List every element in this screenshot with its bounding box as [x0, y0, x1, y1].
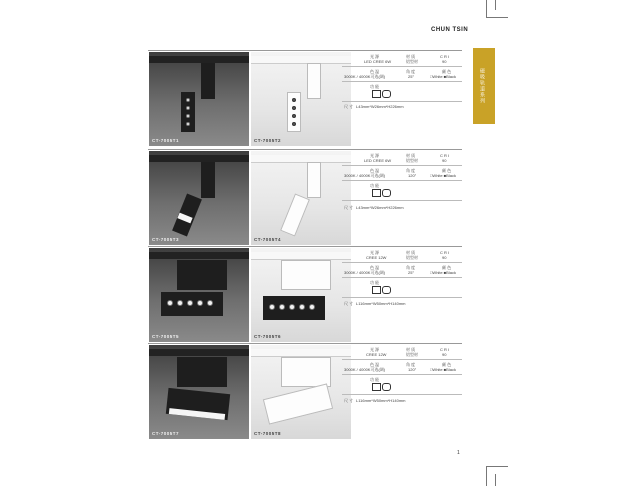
led-dot	[186, 106, 190, 110]
spec-value: 铝型材	[406, 352, 418, 357]
spec-value: 120°	[408, 367, 417, 372]
spec-label: 色 温	[370, 265, 380, 270]
led-dot	[299, 304, 305, 310]
spec-label: C R I	[440, 347, 450, 352]
spec-label: 尺 寸	[344, 398, 354, 403]
beam-adjust-icon	[382, 189, 391, 197]
spec-label: 角 度	[406, 69, 416, 74]
lamp-head	[280, 193, 310, 236]
led-dot	[187, 300, 193, 306]
spec-label: 功 能	[370, 280, 380, 285]
crop-mark	[495, 0, 496, 10]
product-photo-black	[149, 345, 249, 439]
rotate-icon	[372, 286, 381, 294]
spec-value: 3000K / 4000K可选(调)	[344, 270, 386, 275]
spec-label: C R I	[440, 250, 450, 255]
rotate-icon	[372, 189, 381, 197]
spec-block	[342, 347, 464, 411]
spec-value: 90	[442, 59, 447, 64]
beam-adjust-icon	[382, 286, 391, 294]
spec-block	[342, 54, 464, 118]
spec-label: 色 温	[370, 69, 380, 74]
spec-value: 铝型材	[406, 255, 418, 260]
product-code: CT-7005T2	[254, 138, 282, 143]
spec-value: □White ■Black	[430, 367, 456, 372]
led-dot	[177, 300, 183, 306]
spec-block	[342, 153, 464, 217]
spec-value: LED CREE 6W	[364, 158, 392, 163]
crop-mark	[486, 466, 487, 486]
row-divider	[148, 50, 462, 51]
led-dot	[292, 122, 296, 126]
crop-mark	[486, 17, 508, 18]
led-dot	[292, 98, 296, 102]
row-divider	[148, 246, 462, 247]
spec-value: 90	[442, 158, 447, 163]
spec-label: 功 能	[370, 84, 380, 89]
lamp-stem	[201, 63, 215, 99]
brand-logo: CHUN TSIN	[431, 27, 469, 33]
spec-label: 尺 寸	[344, 104, 354, 109]
spec-value: L43mm*W26mm*H226mm	[356, 205, 404, 210]
section-tab	[473, 48, 495, 124]
product-photo-white	[251, 151, 354, 245]
spec-label: C R I	[440, 54, 450, 59]
led-dot	[186, 122, 190, 126]
lamp-body	[281, 357, 331, 387]
beam-adjust-icon	[382, 90, 391, 98]
spec-label: 功 能	[370, 183, 380, 188]
spec-label: 光 源	[370, 54, 380, 59]
led-dot	[279, 304, 285, 310]
crop-mark	[486, 0, 487, 18]
spec-value: □White ■Black	[430, 74, 456, 79]
led-dot	[207, 300, 213, 306]
spec-label: 光 源	[370, 250, 380, 255]
product-code: CT-7005T3	[152, 237, 180, 242]
spec-label: 材 质	[406, 153, 416, 158]
spec-value: L116mm*W50mm*H140mm	[356, 398, 406, 403]
lamp-body	[177, 260, 227, 290]
rotate-icon	[372, 383, 381, 391]
product-photo-white	[251, 248, 354, 342]
spec-value: 25°	[408, 74, 415, 79]
track-rail	[251, 252, 351, 260]
track-rail	[149, 56, 249, 63]
led-dot	[289, 304, 295, 310]
spec-value: □White ■Black	[430, 270, 456, 275]
led-dot	[197, 300, 203, 306]
spec-label: 尺 寸	[344, 301, 354, 306]
lamp-stem	[201, 162, 215, 198]
spec-label: 颜 色	[442, 69, 452, 74]
spec-label: 颜 色	[442, 168, 452, 173]
track-rail	[251, 349, 351, 357]
row-divider	[148, 149, 462, 150]
page-number: 1	[457, 450, 460, 456]
product-code: CT-7005T7	[152, 431, 180, 436]
spec-value: 铝型材	[406, 158, 418, 163]
track-rail	[149, 155, 249, 162]
spec-value: 90	[442, 255, 447, 260]
spec-label: 角 度	[406, 168, 416, 173]
track-rail	[251, 56, 351, 64]
lamp-head	[263, 383, 333, 424]
spec-value: L43mm*W26mm*H226mm	[356, 104, 404, 109]
rotate-icon	[372, 90, 381, 98]
spec-block	[342, 250, 464, 314]
led-dot	[186, 98, 190, 102]
track-rail	[251, 155, 351, 163]
crop-mark	[495, 474, 496, 486]
spec-value: □White ■Black	[430, 173, 456, 178]
beam-adjust-icon	[382, 383, 391, 391]
spec-label: C R I	[440, 153, 450, 158]
lamp-body	[281, 260, 331, 290]
spec-value: 3000K / 4000K可选(调)	[344, 74, 386, 79]
lamp-stem	[307, 162, 321, 198]
led-dot	[167, 300, 173, 306]
product-code: CT-7005T4	[254, 237, 282, 242]
product-photo-black	[149, 52, 249, 146]
crop-mark	[486, 466, 508, 467]
product-code: CT-7005T1	[152, 138, 180, 143]
spec-value: 3000K / 4000K可选(调)	[344, 367, 386, 372]
spec-value: 铝型材	[406, 59, 418, 64]
spec-value: 3000K / 4000K可选(调)	[344, 173, 386, 178]
spec-label: 角 度	[406, 265, 416, 270]
spec-label: 光 源	[370, 347, 380, 352]
spec-label: 材 质	[406, 54, 416, 59]
row-divider	[148, 343, 462, 344]
spec-label: 材 质	[406, 250, 416, 255]
product-code: CT-7005T6	[254, 334, 282, 339]
spec-value: 90	[442, 352, 447, 357]
led-dot	[186, 114, 190, 118]
spec-value: L116mm*W50mm*H140mm	[356, 301, 406, 306]
product-photo-white	[251, 52, 354, 146]
spec-value: 25°	[408, 270, 415, 275]
product-code: CT-7005T5	[152, 334, 180, 339]
track-rail	[149, 349, 249, 356]
spec-label: 色 温	[370, 362, 380, 367]
spec-label: 角 度	[406, 362, 416, 367]
led-dot	[292, 114, 296, 118]
lamp-stem	[307, 63, 321, 99]
product-photo-black	[149, 151, 249, 245]
spec-label: 光 源	[370, 153, 380, 158]
spec-label: 功 能	[370, 377, 380, 382]
led-dot	[269, 304, 275, 310]
product-photo-white	[251, 345, 354, 439]
spec-label: 色 温	[370, 168, 380, 173]
spec-value: 120°	[408, 173, 417, 178]
spec-label: 颜 色	[442, 362, 452, 367]
product-code: CT-7005T8	[254, 431, 282, 436]
section-tab-label: 磁吸轨道系列	[479, 68, 485, 104]
track-rail	[149, 252, 249, 259]
led-dot	[309, 304, 315, 310]
spec-label: 颜 色	[442, 265, 452, 270]
led-dot	[292, 106, 296, 110]
spec-value: LED CREE 6W	[364, 59, 392, 64]
spec-value: CREE 12W	[366, 352, 387, 357]
product-photo-black	[149, 248, 249, 342]
spec-label: 材 质	[406, 347, 416, 352]
spec-value: CREE 12W	[366, 255, 387, 260]
spec-label: 尺 寸	[344, 205, 354, 210]
lamp-body	[177, 357, 227, 387]
